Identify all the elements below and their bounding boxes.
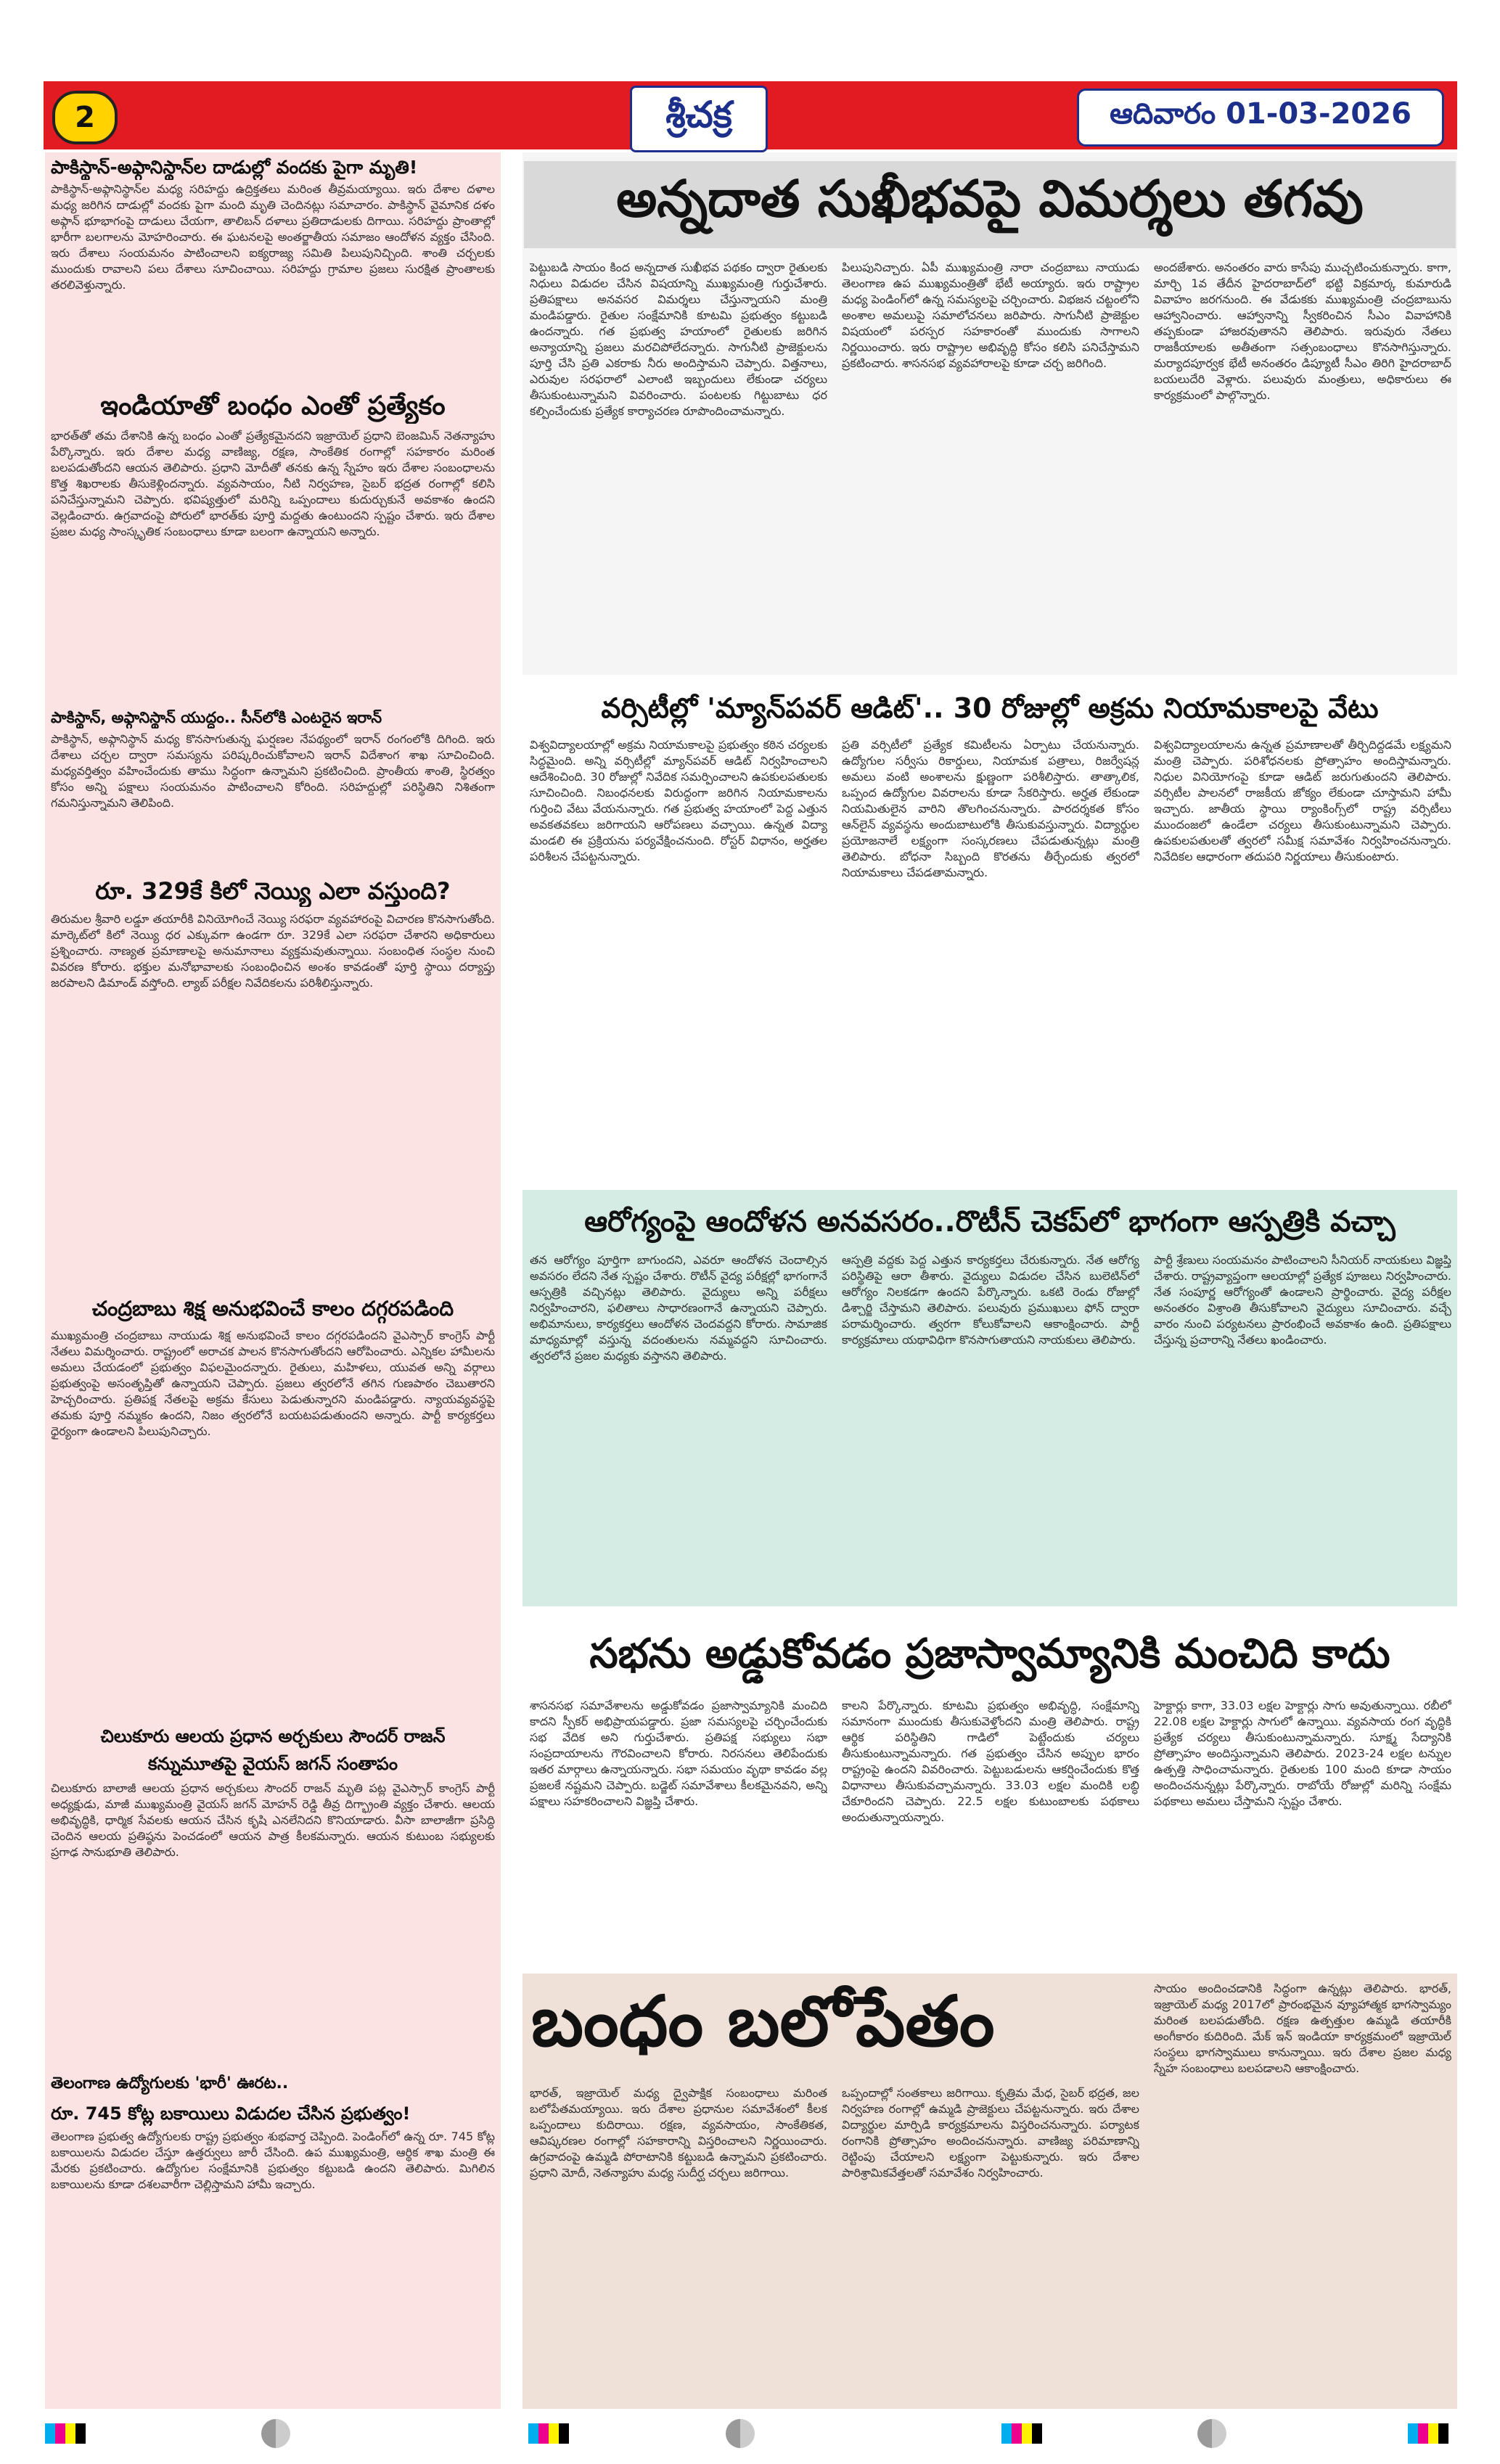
story7-kicker: తెలంగాణ ఉద్యోగులకు 'భారీ' ఊరట.. bbox=[51, 2074, 289, 2093]
color-registration-mark bbox=[1001, 2423, 1042, 2444]
story3-main-col3: పార్టీ శ్రేణులు సంయమనం పాటించాలని సీనియర్ నాయకులు విజ్ఞప్తి చేశారు. రాష్ట్రవ్యాప్తంగా ఆలయాల్లో ప్రత్యేక పూజలు నిర్వహించారు. నేత సంపూర్ణ ఆరోగ్యంతో ఉండాలని ప్రార్థించారు. వైద్య పరీక్షల అనంతరం విశ్రాంతి తీసుకోవాలని వైద్యులు సూచించారు. వచ్చే వారం నుంచి పర్యటనలు ప్రారంభించే అవకాశం ఉంది. ప్రతిపక్షాలు చేస్తున్న ప్రచారాన్ని నేతలు ఖండించారు. bbox=[1154, 1253, 1451, 1347]
story7-headline: రూ. 745 కోట్ల బకాయిలు విడుదల చేసిన ప్రభుత్వం! bbox=[51, 2103, 411, 2124]
story5-main-col1: భారత్, ఇజ్రాయెల్ మధ్య ద్వైపాక్షిక సంబంధాలు మరింత బలోపేతమయ్యాయి. ఇరు దేశాల ప్రధానుల సమావేశంలో కీలక ఒప్పందాలు కుదిరాయి. రక్షణ, వ్యవసాయం, సాంకేతికత, ఆవిష్కరణల రంగాల్లో సహకారాన్ని విస్తరించాలని నిర్ణయించారు. ఉగ్రవాదంపై ఉమ్మడి పోరాటానికి కట్టుబడి ఉన్నామని ప్రకటించారు. ప్రధాని మోదీ, నెతన్యాహు మధ్య సుదీర్ఘ చర్చలు జరిగాయి. bbox=[530, 2086, 827, 2180]
story5-body: ముఖ్యమంత్రి చంద్రబాబు నాయుడు శిక్ష అనుభవించే కాలం దగ్గరపడిందని వైఎస్సార్ కాంగ్రెస్ పార్టీ నేతలు విమర్శించారు. రాష్ట్రంలో అరాచక పాలన కొనసాగుతోందని ఆరోపించారు. ఎన్నికల హామీలను అమలు చేయడంలో ప్రభుత్వం విఫలమైందన్నారు. రైతులు, మహిళలు, యువత అన్ని వర్గాలు ప్రభుత్వంపై అసంతృప్తితో ఉన్నాయని చెప్పారు. ప్రజలు త్వరలోనే తగిన గుణపాఠం చెబుతారని హెచ్చరించారు. ప్రతిపక్ష నేతలపై అక్రమ కేసులు పెడుతున్నారని మండిపడ్డారు. న్యాయవ్యవస్థపై తమకు పూర్తి నమ్మకం ఉందని, నిజం త్వరలోనే బయటపడుతుందని అన్నారు. పార్టీ కార్యకర్తలు ధైర్యంగా ఉండాలని పిలుపునిచ్చారు. bbox=[51, 1328, 495, 1438]
story3-main-col1: తన ఆరోగ్యం పూర్తిగా బాగుందని, ఎవరూ ఆందోళన చెందాల్సిన అవసరం లేదని నేత స్పష్టం చేశారు. రొటీన్ వైద్య పరీక్షల్లో భాగంగానే ఆస్పత్రికి వచ్చినట్లు తెలిపారు. వైద్యులు అన్ని పరీక్షలు నిర్వహించారని, ఫలితాలు సాధారణంగానే ఉన్నాయని చెప్పారు. అభిమానులు, కార్యకర్తలు ఆందోళన చెందవద్దని కోరారు. సామాజిక మాధ్యమాల్లో వస్తున్న వదంతులను నమ్మవద్దని సూచించారు. త్వరలోనే ప్రజల మధ్యకు వస్తానని తెలిపారు. bbox=[530, 1253, 827, 1363]
story2-main-col3: విశ్వవిద్యాలయాలను ఉన్నత ప్రమాణాలతో తీర్చిదిద్దడమే లక్ష్యమని మంత్రి చెప్పారు. పరిశోధనలకు ప్రోత్సాహం అందిస్తామన్నారు. నిధుల వినియోగంపై కూడా ఆడిట్ జరుగుతుందని తెలిపారు. వర్సిటీల పాలనలో రాజకీయ జోక్యం లేకుండా చూస్తామని హామీ ఇచ్చారు. జాతీయ స్థాయి ర్యాంకింగ్స్‌లో రాష్ట్ర వర్సిటీలు ముందంజలో ఉండేలా చర్యలు తీసుకుంటున్నామని చెప్పారు. ఉపకులపతులతో త్వరలో సమీక్ష సమావేశం నిర్వహించనున్నారు. నివేదికల ఆధారంగా తదుపరి నిర్ణయాలు తీసుకుంటారు. bbox=[1154, 738, 1451, 863]
color-registration-mark bbox=[45, 2423, 86, 2444]
newspaper-logo: శ్రీచక్ర bbox=[630, 86, 768, 152]
story4-main-col1: శాసనసభ సమావేశాలను అడ్డుకోవడం ప్రజాస్వామ్యానికి మంచిది కాదని స్పీకర్ అభిప్రాయపడ్డారు. ప్రజా సమస్యలపై చర్చించేందుకు సభ వేదిక అని గుర్తుచేశారు. ప్రతిపక్ష సభ్యులు సభా సంప్రదాయాలను గౌరవించాలని కోరారు. నిరసనలు తెలిపేందుకు ఇతర మార్గాలు ఉన్నాయన్నారు. సభా సమయం వృథా కావడం వల్ల ప్రజలకే నష్టమని చెప్పారు. బడ్జెట్ సమావేశాలు కీలకమైనవని, అన్ని పక్షాలు సహకరించాలని విజ్ఞప్తి చేశారు. bbox=[530, 1699, 827, 1808]
story3-headline: పాకిస్థాన్, అఫ్గానిస్థాన్ యుద్ధం.. సీన్‌లోకి ఎంటరైన ఇరాన్ bbox=[51, 709, 382, 726]
story4-headline: రూ. 329కే కిలో నెయ్యి ఎలా వస్తుంది? bbox=[95, 877, 451, 905]
story3-body: పాకిస్థాన్, అఫ్గానిస్థాన్ మధ్య కొనసాగుతున్న ఘర్షణల నేపథ్యంలో ఇరాన్ రంగంలోకి దిగింది. ఇరు దేశాలు చర్చల ద్వారా సమస్యను పరిష్కరించుకోవాలని ఇరాన్ విదేశాంగ శాఖ సూచించింది. మధ్యవర్తిత్వం వహించేందుకు తాము సిద్ధంగా ఉన్నామని ప్రకటించింది. ప్రాంతీయ శాంతి, స్థిరత్వం కోసం అన్ని పక్షాలు సంయమనం పాటించాలని కోరింది. సరిహద్దుల్లో పరిస్థితిని నిశితంగా గమనిస్తున్నామని తెలిపింది. bbox=[51, 732, 495, 810]
top-story-col1: పెట్టుబడి సాయం కింద అన్నదాత సుఖీభవ పథకం ద్వారా రైతులకు నిధులు విడుదల చేసిన విషయాన్ని ముఖ్యమంత్రి గుర్తుచేశారు. ప్రతిపక్షాలు అనవసర విమర్శలు చేస్తున్నాయని మంత్రి మండిపడ్డారు. రైతుల సంక్షేమానికి కూటమి ప్రభుత్వం కట్టుబడి ఉందన్నారు. గత ప్రభుత్వ హయాంలో రైతులకు జరిగిన అన్యాయాన్ని ప్రజలు మరచిపోలేదన్నారు. సాగునీటి ప్రాజెక్టులను పూర్తి చేసి ప్రతి ఎకరాకు నీరు అందిస్తామని చెప్పారు. విత్తనాలు, ఎరువుల సరఫరాలో ఎలాంటి ఇబ్బందులు లేకుండా చర్యలు తీసుకుంటున్నామని వివరించారు. పంటలకు గిట్టుబాటు ధర కల్పించేందుకు ప్రత్యేక కార్యాచరణ రూపొందించామన్నారు. bbox=[530, 260, 827, 418]
story6-body: చిలుకూరు బాలాజీ ఆలయ ప్రధాన అర్చకులు సౌందర్ రాజన్ మృతి పట్ల వైఎస్సార్ కాంగ్రెస్ పార్టీ అధ్యక్షుడు, మాజీ ముఖ్యమంత్రి వైయస్ జగన్ మోహన్ రెడ్డి తీవ్ర దిగ్భ్రాంతి వ్యక్తం చేశారు. ఆలయ అభివృద్ధికి, ధార్మిక సేవలకు ఆయన చేసిన కృషి ఎనలేనిదని కొనియాడారు. వీసా బాలాజీగా ప్రసిద్ధి చెందిన ఆలయ ప్రతిష్ఠను పెంచడంలో ఆయన పాత్ర కీలకమన్నారు. ఆయన కుటుంబ సభ్యులకు ప్రగాఢ సానుభూతి తెలిపారు. bbox=[51, 1781, 495, 1859]
story2-main-headline: వర్సిటీల్లో 'మ్యాన్‌పవర్ ఆడిట్'.. 30 రోజుల్లో అక్రమ నియామకాలపై వేటు bbox=[601, 692, 1379, 724]
story4-main-col3: హెక్టార్లు కాగా, 33.03 లక్షల హెక్టార్లు సాగు అవుతున్నాయి. రబీలో 22.08 లక్షల హెక్టార్లు సాగులో ఉన్నాయి. వ్యవసాయ రంగ వృద్ధికి ప్రత్యేక చర్యలు తీసుకుంటున్నామన్నారు. సూక్ష్మ సేద్యానికి ప్రోత్సాహం అందిస్తున్నామని తెలిపారు. 2023-24 లక్షల టన్నుల ఉత్పత్తి సాధించామన్నారు. రైతులకు 100 మంది కూడా సాయం అందించనున్నట్లు పేర్కొన్నారు. రాబోయే రోజుల్లో మరిన్ని సంక్షేమ పథకాలు అమలు చేస్తామని స్పష్టం చేశారు. bbox=[1154, 1699, 1451, 1808]
top-story-col2: పిలుపునిచ్చారు. ఏపీ ముఖ్యమంత్రి నారా చంద్రబాబు నాయుడు తెలంగాణ ఉప ముఖ్యమంత్రితో భేటీ అయ్యారు. ఇరు రాష్ట్రాల మధ్య పెండింగ్‌లో ఉన్న సమస్యలపై చర్చించారు. విభజన చట్టంలోని అంశాల అమలుపై సమాలోచనలు జరిపారు. సాగునీటి ప్రాజెక్టుల విషయంలో పరస్పర సహకారంతో ముందుకు సాగాలని నిర్ణయించారు. ఇరు రాష్ట్రాల అభివృద్ధి కోసం కలిసి పనిచేస్తామని ప్రకటించారు. శాసనసభ వ్యవహారాలపై కూడా చర్చ జరిగింది. bbox=[842, 260, 1139, 370]
top-story-col3: అందజేశారు. అనంతరం వారు కాసేపు ముచ్చటించుకున్నారు. కాగా, మార్చి 1వ తేదీన హైదరాబాద్‌లో భట్టి విక్రమార్క కుమారుడి వివాహం జరగనుంది. ఈ వేడుకకు ముఖ్యమంత్రి చంద్రబాబును ఆహ్వానించారు. ఆహ్వానాన్ని స్వీకరించిన సీఎం వివాహానికి తప్పకుండా హాజరవుతానని తెలిపారు. ఇరువురు నేతలు రాజకీయాలకు అతీతంగా సత్సంబంధాలు కొనసాగిస్తున్నారు. మర్యాదపూర్వక భేటీ అనంతరం డిప్యూటీ సీఎం తిరిగి హైదరాబాద్ బయలుదేరి వెళ్లారు. పలువురు మంత్రులు, అధికారులు ఈ కార్యక్రమంలో పాల్గొన్నారు. bbox=[1154, 260, 1451, 402]
top-story-headline: అన్నదాత సుఖీభవపై విమర్శలు తగవు bbox=[524, 161, 1456, 248]
story3-main-col2: ఆస్పత్రి వద్దకు పెద్ద ఎత్తున కార్యకర్తలు చేరుకున్నారు. నేత ఆరోగ్య పరిస్థితిపై ఆరా తీశారు. వైద్యులు విడుదల చేసిన బులెటిన్‌లో ఆరోగ్యం నిలకడగా ఉందని పేర్కొన్నారు. ఒకటి రెండు రోజుల్లో డిశ్చార్జి చేస్తామని తెలిపారు. పలువురు ప్రముఖులు ఫోన్ ద్వారా పరామర్శించారు. త్వరగా కోలుకోవాలని ఆకాంక్షించారు. పార్టీ కార్యక్రమాలు యథావిధిగా కొనసాగుతాయని నాయకులు తెలిపారు. bbox=[842, 1253, 1139, 1347]
story6-subhead: కన్నుమూతపై వైయస్ జగన్ సంతాపం bbox=[147, 1754, 398, 1774]
story2-body: భారత్‌తో తమ దేశానికి ఉన్న బంధం ఎంతో ప్రత్యేకమైనదని ఇజ్రాయెల్ ప్రధాని బెంజమిన్ నెతన్యాహు పేర్కొన్నారు. ఇరు దేశాల మధ్య వాణిజ్య, రక్షణ, సాంకేతిక రంగాల్లో సహకారం మరింత బలపడుతోందని ఆయన తెలిపారు. ప్రధాని మోదీతో తనకు ఉన్న స్నేహం ఇరు దేశాల సంబంధాలను కొత్త శిఖరాలకు తీసుకెళ్లిందన్నారు. వ్యవసాయం, నీటి నిర్వహణ, సైబర్ భద్రత రంగాల్లో కలిసి పనిచేస్తున్నామని చెప్పారు. భవిష్యత్తులో మరిన్ని ఒప్పందాలు కుదుర్చుకునే అవకాశం ఉందని వెల్లడించారు. ఉగ్రవాదంపై పోరులో భారత్‌కు పూర్తి మద్దతు ఉంటుందని స్పష్టం చేశారు. ఇరు దేశాల ప్రజల మధ్య సాంస్కృతిక సంబంధాలు కూడా బలంగా ఉన్నాయని అన్నారు. bbox=[51, 429, 495, 538]
registration-circle bbox=[1197, 2419, 1226, 2448]
color-registration-mark bbox=[1408, 2423, 1448, 2444]
story2-main-col1: విశ్వవిద్యాలయాల్లో అక్రమ నియామకాలపై ప్రభుత్వం కఠిన చర్యలకు సిద్ధమైంది. అన్ని వర్సిటీల్లో మ్యాన్‌పవర్ ఆడిట్ నిర్వహించాలని ఆదేశించింది. 30 రోజుల్లో నివేదిక సమర్పించాలని ఉపకులపతులకు సూచించింది. నిబంధనలకు విరుద్ధంగా జరిగిన నియామకాలను గుర్తించి వేటు వేయనున్నారు. గత ప్రభుత్వ హయాంలో పెద్ద ఎత్తున అవకతవకలు జరిగాయని ఆరోపణలు వచ్చాయి. ఉన్నత విద్యా మండలి ఈ ప్రక్రియను పర్యవేక్షించనుంది. రోస్టర్ విధానం, అర్హతల పరిశీలన చేపట్టనున్నారు. bbox=[530, 738, 827, 863]
story1-headline: పాకిస్థాన్-అఫ్గానిస్థాన్‌ల దాడుల్లో వందకు పైగా మృతి! bbox=[51, 157, 418, 178]
story2-headline: ఇండియాతో బంధం ఎంతో ప్రత్యేకం bbox=[100, 391, 446, 421]
story5-main-col2: ఒప్పందాల్లో సంతకాలు జరిగాయి. కృత్రిమ మేధ, సైబర్ భద్రత, జల నిర్వహణ రంగాల్లో ఉమ్మడి ప్రాజెక్టులు చేపట్టనున్నారు. ఇరు దేశాల విద్యార్థుల మార్పిడి కార్యక్రమాలను విస్తరించనున్నారు. పర్యాటక రంగానికి ప్రోత్సాహం అందించనున్నారు. వాణిజ్య పరిమాణాన్ని రెట్టింపు చేయాలని లక్ష్యంగా పెట్టుకున్నారు. ఇరు దేశాల పారిశ్రామికవేత్తలతో సమావేశం నిర్వహించారు. bbox=[842, 2086, 1139, 2180]
story1-body: పాకిస్థాన్-అఫ్గానిస్థాన్‌ల మధ్య సరిహద్దు ఉద్రిక్తతలు మరింత తీవ్రమయ్యాయి. ఇరు దేశాల దళాల మధ్య జరిగిన దాడుల్లో వందకు పైగా మంది మృతి చెందినట్లు సమాచారం. పాకిస్థాన్ వైమానిక దళం అఫ్గాన్ భూభాగంపై దాడులు చేయగా, తాలిబన్ దళాలు ప్రతిదాడులకు దిగాయి. సరిహద్దు ప్రాంతాల్లో భారీగా బలగాలను మోహరించారు. ఈ ఘటనలపై అంతర్జాతీయ సమాజం ఆందోళన వ్యక్తం చేసింది. ఇరు దేశాలు సంయమనం పాటించాలని ఐక్యరాజ్య సమితి పిలుపునిచ్చింది. శాంతి చర్చలకు ముందుకు రావాలని పలు దేశాలు సూచించాయి. సరిహద్దు గ్రామాల ప్రజలు సురక్షిత ప్రాంతాలకు తరలివెళ్తున్నారు. bbox=[51, 182, 495, 292]
story4-main-headline: సభను అడ్డుకోవడం ప్రజాస్వామ్యానికి మంచిది కాదు bbox=[589, 1630, 1390, 1677]
story5-main-col3: సాయం అందించడానికి సిద్ధంగా ఉన్నట్లు తెలిపారు. భారత్, ఇజ్రాయెల్ మధ్య 2017లో ప్రారంభమైన వ్యూహాత్మక భాగస్వామ్యం మరింత బలపడుతోంది. రక్షణ ఉత్పత్తుల ఉమ్మడి తయారీకి అంగీకారం కుదిరింది. మేక్ ఇన్ ఇండియా కార్యక్రమంలో ఇజ్రాయెల్ సంస్థలు భాగస్వాములు కానున్నాయి. ఇరు దేశాల ప్రజల మధ్య స్నేహ సంబంధాలు బలపడాలని ఆకాంక్షించారు. bbox=[1154, 1982, 1451, 2075]
story5-main-headline: బంధం బలోపేతం bbox=[531, 1984, 995, 2062]
story2-main-col2: ప్రతి వర్సిటీలో ప్రత్యేక కమిటీలను ఏర్పాటు చేయనున్నారు. ఉద్యోగుల సర్వీసు రికార్డులు, నియామక పత్రాలు, రిజర్వేషన్ల అమలు వంటి అంశాలను క్షుణ్ణంగా పరిశీలిస్తారు. తాత్కాలిక, ఒప్పంద ఉద్యోగుల వివరాలను కూడా సేకరిస్తారు. అర్హత లేకుండా నియమితులైన వారిని తొలగించనున్నారు. పారదర్శకత కోసం ఆన్‌లైన్ వ్యవస్థను అందుబాటులోకి తీసుకువస్తున్నారు. విద్యార్థుల ప్రయోజనాలే లక్ష్యంగా సంస్కరణలు చేపడుతున్నట్లు మంత్రి తెలిపారు. బోధనా సిబ్బంది కొరతను తీర్చేందుకు త్వరలో నియామకాలు చేపడతామన్నారు. bbox=[842, 738, 1139, 879]
page-number: 2 bbox=[52, 91, 118, 144]
story5-headline: చంద్రబాబు శిక్ష అనుభవించే కాలం దగ్గరపడింది bbox=[91, 1297, 454, 1321]
dateline: ఆదివారం 01-03-2026 bbox=[1077, 89, 1444, 147]
story7-body: తెలంగాణ ప్రభుత్వ ఉద్యోగులకు రాష్ట్ర ప్రభుత్వం శుభవార్త చెప్పింది. పెండింగ్‌లో ఉన్న రూ. 745 కోట్ల బకాయిలను విడుదల చేస్తూ ఉత్తర్వులు జారీ చేసింది. ఉప ముఖ్యమంత్రి, ఆర్థిక శాఖ మంత్రి ఈ మేరకు ప్రకటించారు. ఉద్యోగుల సంక్షేమానికి ప్రభుత్వం కట్టుబడి ఉందని తెలిపారు. మిగిలిన బకాయిలను కూడా దశలవారీగా చెల్లిస్తామని హామీ ఇచ్చారు. bbox=[51, 2130, 495, 2191]
story3-main-headline: ఆరోగ్యంపై ఆందోళన అనవసరం..రొటీన్ చెకప్‌లో భాగంగా ఆస్పత్రికి వచ్చా bbox=[584, 1205, 1396, 1239]
registration-circle bbox=[726, 2419, 755, 2448]
registration-circle bbox=[261, 2419, 290, 2448]
story4-body: తిరుమల శ్రీవారి లడ్డూ తయారీకి వినియోగించే నెయ్యి సరఫరా వ్యవహారంపై విచారణ కొనసాగుతోంది. మార్కెట్‌లో కిలో నెయ్యి ధర ఎక్కువగా ఉండగా రూ. 329కే ఎలా సరఫరా చేశారని అధికారులు ప్రశ్నించారు. నాణ్యత ప్రమాణాలపై అనుమానాలు వ్యక్తమవుతున్నాయి. సంబంధిత సంస్థల నుంచి వివరణ కోరారు. భక్తుల మనోభావాలకు సంబంధించిన అంశం కావడంతో పూర్తి స్థాయి దర్యాప్తు జరపాలని డిమాండ్ వస్తోంది. ల్యాబ్ పరీక్షల నివేదికలను పరిశీలిస్తున్నారు. bbox=[51, 912, 495, 990]
story4-main-col2: కాలని పేర్కొన్నారు. కూటమి ప్రభుత్వం అభివృద్ధి, సంక్షేమాన్ని సమానంగా ముందుకు తీసుకువెళ్తోందని మంత్రి తెలిపారు. రాష్ట్ర ఆర్థిక పరిస్థితిని గాడిలో పెట్టేందుకు చర్యలు తీసుకుంటున్నామన్నారు. గత ప్రభుత్వం చేసిన అప్పుల భారం రాష్ట్రంపై ఉందని వివరించారు. పెట్టుబడులను ఆకర్షించేందుకు కొత్త విధానాలు తీసుకువచ్చామన్నారు. 33.03 లక్షల మందికి లబ్ధి చేకూరిందని చెప్పారు. 22.5 లక్షల కుటుంబాలకు పథకాలు అందుతున్నాయన్నారు. bbox=[842, 1699, 1139, 1824]
story6-headline: చిలుకూరు ఆలయ ప్రధాన అర్చకులు సౌందర్ రాజన్ bbox=[100, 1726, 446, 1746]
color-registration-mark bbox=[528, 2423, 569, 2444]
